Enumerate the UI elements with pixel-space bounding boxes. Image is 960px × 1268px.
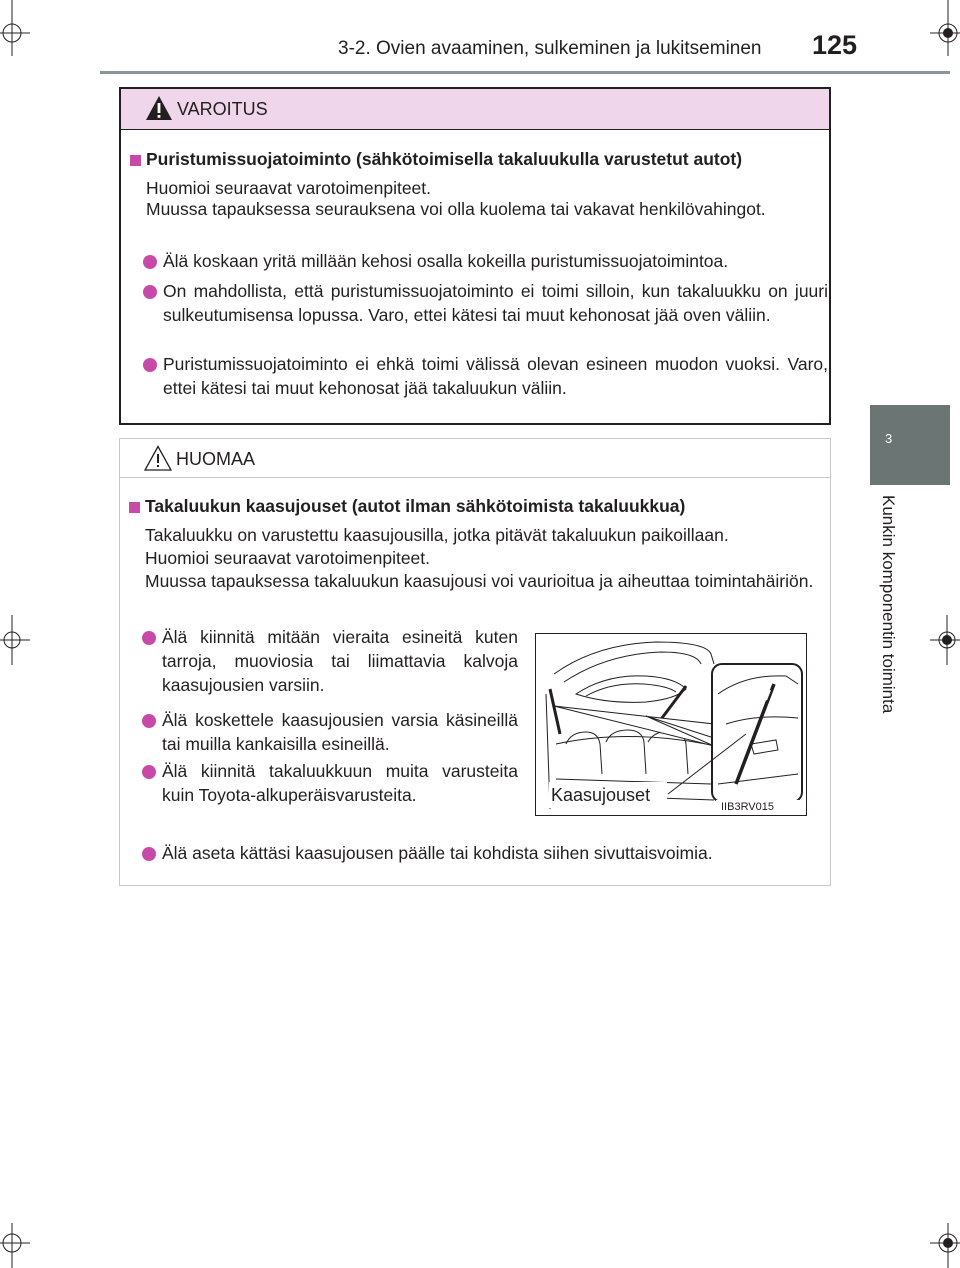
figure-code: IIB3RV015: [721, 801, 775, 813]
crop-mark-mid-right: [925, 615, 960, 665]
notice-intro-line3: Muussa tapauksessa takaluukun kaasujousi voi vaurioitua ja aiheuttaa toimintahäiriön.: [145, 571, 814, 591]
crop-mark-bottom-left: [0, 1218, 40, 1268]
page-number: 125: [812, 30, 858, 60]
warning-label: VAROITUS: [177, 99, 268, 119]
notice-intro-line1: Takaluukku on varustettu kaasujousilla, jotka pitävät takaluukun paikoillaan.: [145, 525, 729, 545]
notice-subheading: Takaluukun kaasujouset (autot ilman sähkötoimista takaluukkua): [145, 496, 686, 516]
section-title: 3-2. Ovien avaaminen, sulkeminen ja lukitseminen: [338, 38, 762, 59]
warning-box: [119, 87, 831, 425]
warning-bullet-1: Älä koskaan yritä millään kehosi osalla kokeilla puristumissuojatoimintoa.: [163, 251, 729, 271]
crop-mark-top-left: [0, 0, 40, 60]
notice-bullet-dot: [142, 847, 156, 861]
notice-intro-line2: Huomioi seuraavat varotoimenpiteet.: [145, 548, 431, 568]
crop-mark-mid-left: [0, 615, 30, 665]
notice-label: HUOMAA: [176, 449, 256, 469]
chapter-title: Kunkin komponentin toiminta: [879, 495, 898, 714]
warning-subheading-marker: [130, 155, 141, 166]
caution-triangle-icon: [144, 445, 172, 476]
figure-callout-label: Kaasujouset: [551, 785, 651, 805]
notice-bullet-dot: [142, 631, 156, 645]
notice-bullet-dot: [142, 714, 156, 728]
warning-intro-line2: Muussa tapauksessa seurauksena voi olla kuolema tai vakavat henkilövahingot.: [146, 199, 766, 219]
warning-bullet-dot: [143, 285, 157, 299]
warning-subheading: Puristumissuojatoiminto (sähkötoimisella takaluukulla varustetut autot): [146, 149, 743, 169]
warning-bullet-dot: [143, 358, 157, 372]
notice-bullet-dot: [142, 765, 156, 779]
notice-header: [120, 439, 830, 478]
chapter-number: 3: [885, 431, 893, 446]
warning-header: [121, 89, 829, 130]
warning-triangle-icon: [145, 95, 173, 126]
notice-bullet-1: Älä kiinnitä mitään vieraita esineitä kuten tarroja, muoviosia tai liimattavia kalvoja kaasujousien varsiin.: [162, 627, 518, 695]
warning-bullet-dot: [143, 255, 157, 269]
header-rule: [100, 71, 950, 74]
warning-bullet-2: On mahdollista, että puristumissuojatoiminto ei toimi silloin, kun takaluukku on juuri sulkeutumisensa lopussa. Varo, ettei kätesi tai muut kehonosat jää oven väliin.: [163, 281, 828, 325]
gas-strut-illustration: [535, 633, 807, 816]
notice-bullet-4: Älä aseta kättäsi kaasujousen päälle tai kohdista siihen sivuttaisvoimia.: [162, 843, 713, 863]
chapter-title-vertical: [878, 495, 898, 745]
notice-subheading-marker: [129, 502, 140, 513]
chapter-tab: [870, 405, 950, 485]
notice-bullet-3: Älä kiinnitä takaluukkuun muita varusteita kuin Toyota-alkuperäisvarusteita.: [162, 761, 518, 805]
crop-mark-top-right: [920, 0, 960, 60]
crop-mark-bottom-right: [920, 1218, 960, 1268]
notice-bullet-2: Älä koskettele kaasujousien varsia käsineillä tai muilla kankaisilla esineillä.: [162, 710, 518, 754]
warning-bullet-3: Puristumissuojatoiminto ei ehkä toimi välissä olevan esineen muodon vuoksi. Varo, ettei kätesi tai muut kehonosat jää takaluukun väliin.: [163, 354, 828, 398]
warning-intro-line1: Huomioi seuraavat varotoimenpiteet.: [146, 178, 432, 198]
